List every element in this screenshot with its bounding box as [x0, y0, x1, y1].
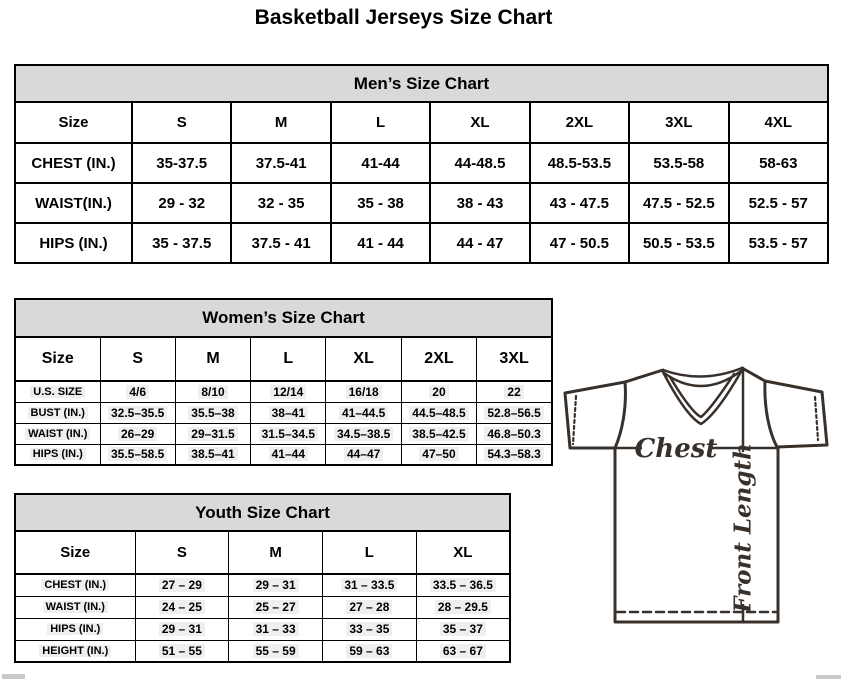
table-title: Men’s Size Chart — [15, 65, 828, 102]
size-value-cell: 52.8–56.5 — [477, 402, 552, 423]
size-column-header: 3XL — [629, 102, 728, 143]
row-label: HIPS (IN.) — [15, 618, 135, 640]
size-value-cell: 29 – 31 — [135, 618, 229, 640]
size-value-cell: 29 - 32 — [132, 183, 231, 223]
front-length-label: Front Length — [729, 443, 757, 613]
size-column-header: L — [331, 102, 430, 143]
size-value-cell: 31 – 33 — [229, 618, 323, 640]
size-value-cell: 53.5 - 57 — [729, 223, 828, 263]
row-label: BUST (IN.) — [15, 402, 100, 423]
size-value-cell: 41–44.5 — [326, 402, 401, 423]
chest-label: Chest — [634, 434, 718, 464]
size-value-cell: 12/14 — [251, 381, 326, 402]
size-value-cell: 38.5–41 — [175, 444, 250, 465]
size-column-header: S — [100, 337, 175, 381]
row-label: CHEST (IN.) — [15, 574, 135, 596]
size-value-cell: 53.5-58 — [629, 143, 728, 183]
scrollbar-thumb-fragment-right[interactable] — [816, 675, 841, 679]
table-row — [15, 423, 552, 444]
table-row — [15, 223, 828, 263]
size-column-header: M — [229, 531, 323, 574]
size-value-cell: 38–41 — [251, 402, 326, 423]
size-value-cell: 50.5 - 53.5 — [629, 223, 728, 263]
size-value-cell: 54.3–58.3 — [477, 444, 552, 465]
size-value-cell: 46.8–50.3 — [477, 423, 552, 444]
womens-size-table — [14, 298, 553, 466]
table-row — [15, 381, 552, 402]
size-value-cell: 37.5-41 — [231, 143, 330, 183]
size-value-cell: 29 – 31 — [229, 574, 323, 596]
size-value-cell: 47–50 — [401, 444, 476, 465]
row-label: HIPS (IN.) — [15, 223, 132, 263]
size-value-cell: 44–47 — [326, 444, 401, 465]
size-column-header: M — [231, 102, 330, 143]
table-row — [15, 574, 510, 596]
size-value-cell: 24 – 25 — [135, 596, 229, 618]
jersey-outline — [565, 368, 827, 622]
row-label: WAIST (IN.) — [15, 423, 100, 444]
size-value-cell: 47 - 50.5 — [530, 223, 629, 263]
size-value-cell: 32 - 35 — [231, 183, 330, 223]
size-value-cell: 51 – 55 — [135, 640, 229, 662]
size-value-cell: 41–44 — [251, 444, 326, 465]
size-value-cell: 44.5–48.5 — [401, 402, 476, 423]
row-label: WAIST(IN.) — [15, 183, 132, 223]
size-value-cell: 47.5 - 52.5 — [629, 183, 728, 223]
row-label: CHEST (IN.) — [15, 143, 132, 183]
scrollbar-thumb-fragment-left[interactable] — [2, 674, 25, 679]
table-row — [15, 640, 510, 662]
size-value-cell: 55 – 59 — [229, 640, 323, 662]
size-value-cell: 63 – 67 — [416, 640, 510, 662]
size-value-cell: 25 – 27 — [229, 596, 323, 618]
size-corner-header: Size — [15, 531, 135, 574]
size-value-cell: 48.5-53.5 — [530, 143, 629, 183]
size-value-cell: 35-37.5 — [132, 143, 231, 183]
table-row — [15, 596, 510, 618]
row-label: HEIGHT (IN.) — [15, 640, 135, 662]
table-row — [15, 402, 552, 423]
size-value-cell: 33.5 – 36.5 — [416, 574, 510, 596]
size-value-cell: 33 – 35 — [323, 618, 417, 640]
size-value-cell: 35.5–38 — [175, 402, 250, 423]
size-value-cell: 22 — [477, 381, 552, 402]
size-value-cell: 29–31.5 — [175, 423, 250, 444]
table-row — [15, 618, 510, 640]
sleeve-cuff-dashed-line — [815, 397, 818, 440]
size-value-cell: 52.5 - 57 — [729, 183, 828, 223]
row-label: WAIST (IN.) — [15, 596, 135, 618]
table-row — [15, 444, 552, 465]
size-value-cell: 58-63 — [729, 143, 828, 183]
size-value-cell: 31.5–34.5 — [251, 423, 326, 444]
size-value-cell: 20 — [401, 381, 476, 402]
size-value-cell: 8/10 — [175, 381, 250, 402]
table-row — [15, 183, 828, 223]
size-column-header: S — [135, 531, 229, 574]
size-column-header: M — [175, 337, 250, 381]
size-value-cell: 4/6 — [100, 381, 175, 402]
size-column-header: XL — [326, 337, 401, 381]
size-column-header: 4XL — [729, 102, 828, 143]
size-value-cell: 43 - 47.5 — [530, 183, 629, 223]
size-value-cell: 28 – 29.5 — [416, 596, 510, 618]
size-value-cell: 44 - 47 — [430, 223, 529, 263]
table-title: Women’s Size Chart — [15, 299, 552, 337]
size-value-cell: 38.5–42.5 — [401, 423, 476, 444]
size-value-cell: 32.5–35.5 — [100, 402, 175, 423]
size-value-cell: 41 - 44 — [331, 223, 430, 263]
size-value-cell: 44-48.5 — [430, 143, 529, 183]
size-value-cell: 34.5–38.5 — [326, 423, 401, 444]
size-value-cell: 26–29 — [100, 423, 175, 444]
sleeve-cuff-dashed-line — [573, 396, 576, 444]
jersey-measurement-diagram — [560, 360, 843, 660]
size-column-header: 3XL — [477, 337, 552, 381]
size-value-cell: 35.5–58.5 — [100, 444, 175, 465]
size-corner-header: Size — [15, 102, 132, 143]
size-column-header: XL — [430, 102, 529, 143]
youth-size-table — [14, 493, 511, 663]
size-column-header: L — [323, 531, 417, 574]
page-title: Basketball Jerseys Size Chart — [254, 6, 553, 29]
size-value-cell: 27 – 29 — [135, 574, 229, 596]
size-value-cell: 59 – 63 — [323, 640, 417, 662]
table-title: Youth Size Chart — [15, 494, 510, 531]
row-label: U.S. SIZE — [15, 381, 100, 402]
size-column-header: 2XL — [530, 102, 629, 143]
table-row — [15, 143, 828, 183]
row-label: HIPS (IN.) — [15, 444, 100, 465]
size-value-cell: 38 - 43 — [430, 183, 529, 223]
size-column-header: 2XL — [401, 337, 476, 381]
size-value-cell: 27 – 28 — [323, 596, 417, 618]
size-value-cell: 41-44 — [331, 143, 430, 183]
size-value-cell: 35 - 37.5 — [132, 223, 231, 263]
size-corner-header: Size — [15, 337, 100, 381]
size-value-cell: 31 – 33.5 — [323, 574, 417, 596]
mens-size-table — [14, 64, 829, 264]
size-column-header: XL — [416, 531, 510, 574]
size-value-cell: 35 – 37 — [416, 618, 510, 640]
size-value-cell: 37.5 - 41 — [231, 223, 330, 263]
size-column-header: L — [251, 337, 326, 381]
size-value-cell: 35 - 38 — [331, 183, 430, 223]
size-value-cell: 16/18 — [326, 381, 401, 402]
size-column-header: S — [132, 102, 231, 143]
